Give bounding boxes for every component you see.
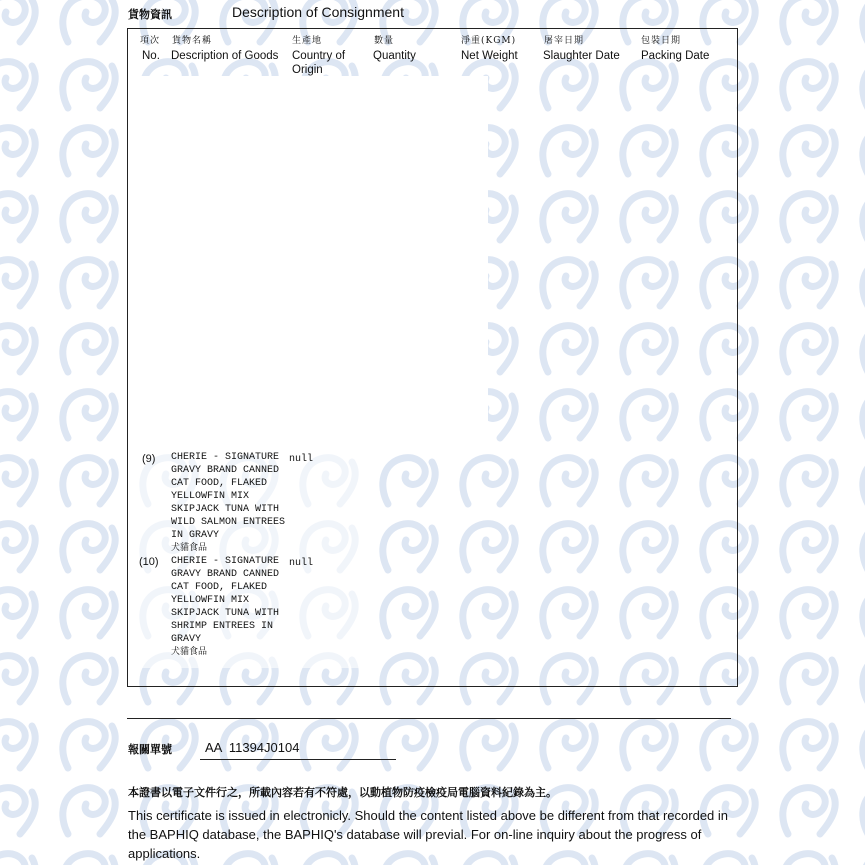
col-net-weight-en: Net Weight <box>461 50 518 62</box>
col-quantity-zh: 數量 <box>374 36 395 46</box>
col-origin-zh: 生產地 <box>292 36 323 46</box>
col-quantity-en: Quantity <box>373 50 416 62</box>
row-9-description-zh: 犬貓食品 <box>171 543 208 553</box>
col-no-zh: 項次 <box>140 36 161 46</box>
col-description-en: Description of Goods <box>171 50 279 62</box>
col-no-en: No. <box>142 50 160 62</box>
row-10-origin: null <box>289 558 314 569</box>
divider <box>127 718 731 719</box>
col-packing-date-zh: 包裝日期 <box>641 36 682 46</box>
col-slaughter-date-en: Slaughter Date <box>543 50 620 62</box>
col-origin-en: Country of Origin <box>292 50 346 76</box>
col-description-zh: 貨物名稱 <box>172 36 213 46</box>
row-10-number: (10) <box>139 556 159 568</box>
customs-declaration-number: AA 11394J0104 <box>205 740 300 755</box>
col-slaughter-date-zh: 屠宰日期 <box>544 36 585 46</box>
row-9-number: (9) <box>142 453 156 465</box>
row-9-origin: null <box>289 454 314 465</box>
row-9-description: CHERIE - SIGNATURE GRAVY BRAND CANNED CAT FOOD, FLAKED YELLOWFIN MIX SKIPJACK TUNA WITH WILD SALMON ENTREES IN GRAVY <box>171 452 286 541</box>
customs-declaration-label: 報關單號 <box>128 743 172 756</box>
row-10-description: CHERIE - SIGNATURE GRAVY BRAND CANNED CAT FOOD, FLAKED YELLOWFIN MIX SKIPJACK TUNA WITH SHRIMP ENTREES IN GRAVY <box>171 556 280 645</box>
row-10-description-zh: 犬貓食品 <box>171 647 208 657</box>
notice-zh: 本證書以電子文件行之，所載內容若有不符處，以動植物防疫檢疫局電腦資料紀錄為主。 <box>128 786 557 799</box>
consignment-table <box>127 28 738 687</box>
section-title-en: Description of Consignment <box>232 4 404 20</box>
col-net-weight-zh: 淨重(KGM) <box>461 36 517 46</box>
notice-en: This certificate is issued in electronicly. Should the content listed above be different from that recorded in the BAPHIQ database, the BAPHIQ's database will previal. For on-line inquiry about the progress of applications. <box>128 808 729 861</box>
section-title-zh: 貨物資訊 <box>128 8 172 21</box>
customs-declaration-underline <box>200 759 396 760</box>
col-packing-date-en: Packing Date <box>641 50 710 62</box>
